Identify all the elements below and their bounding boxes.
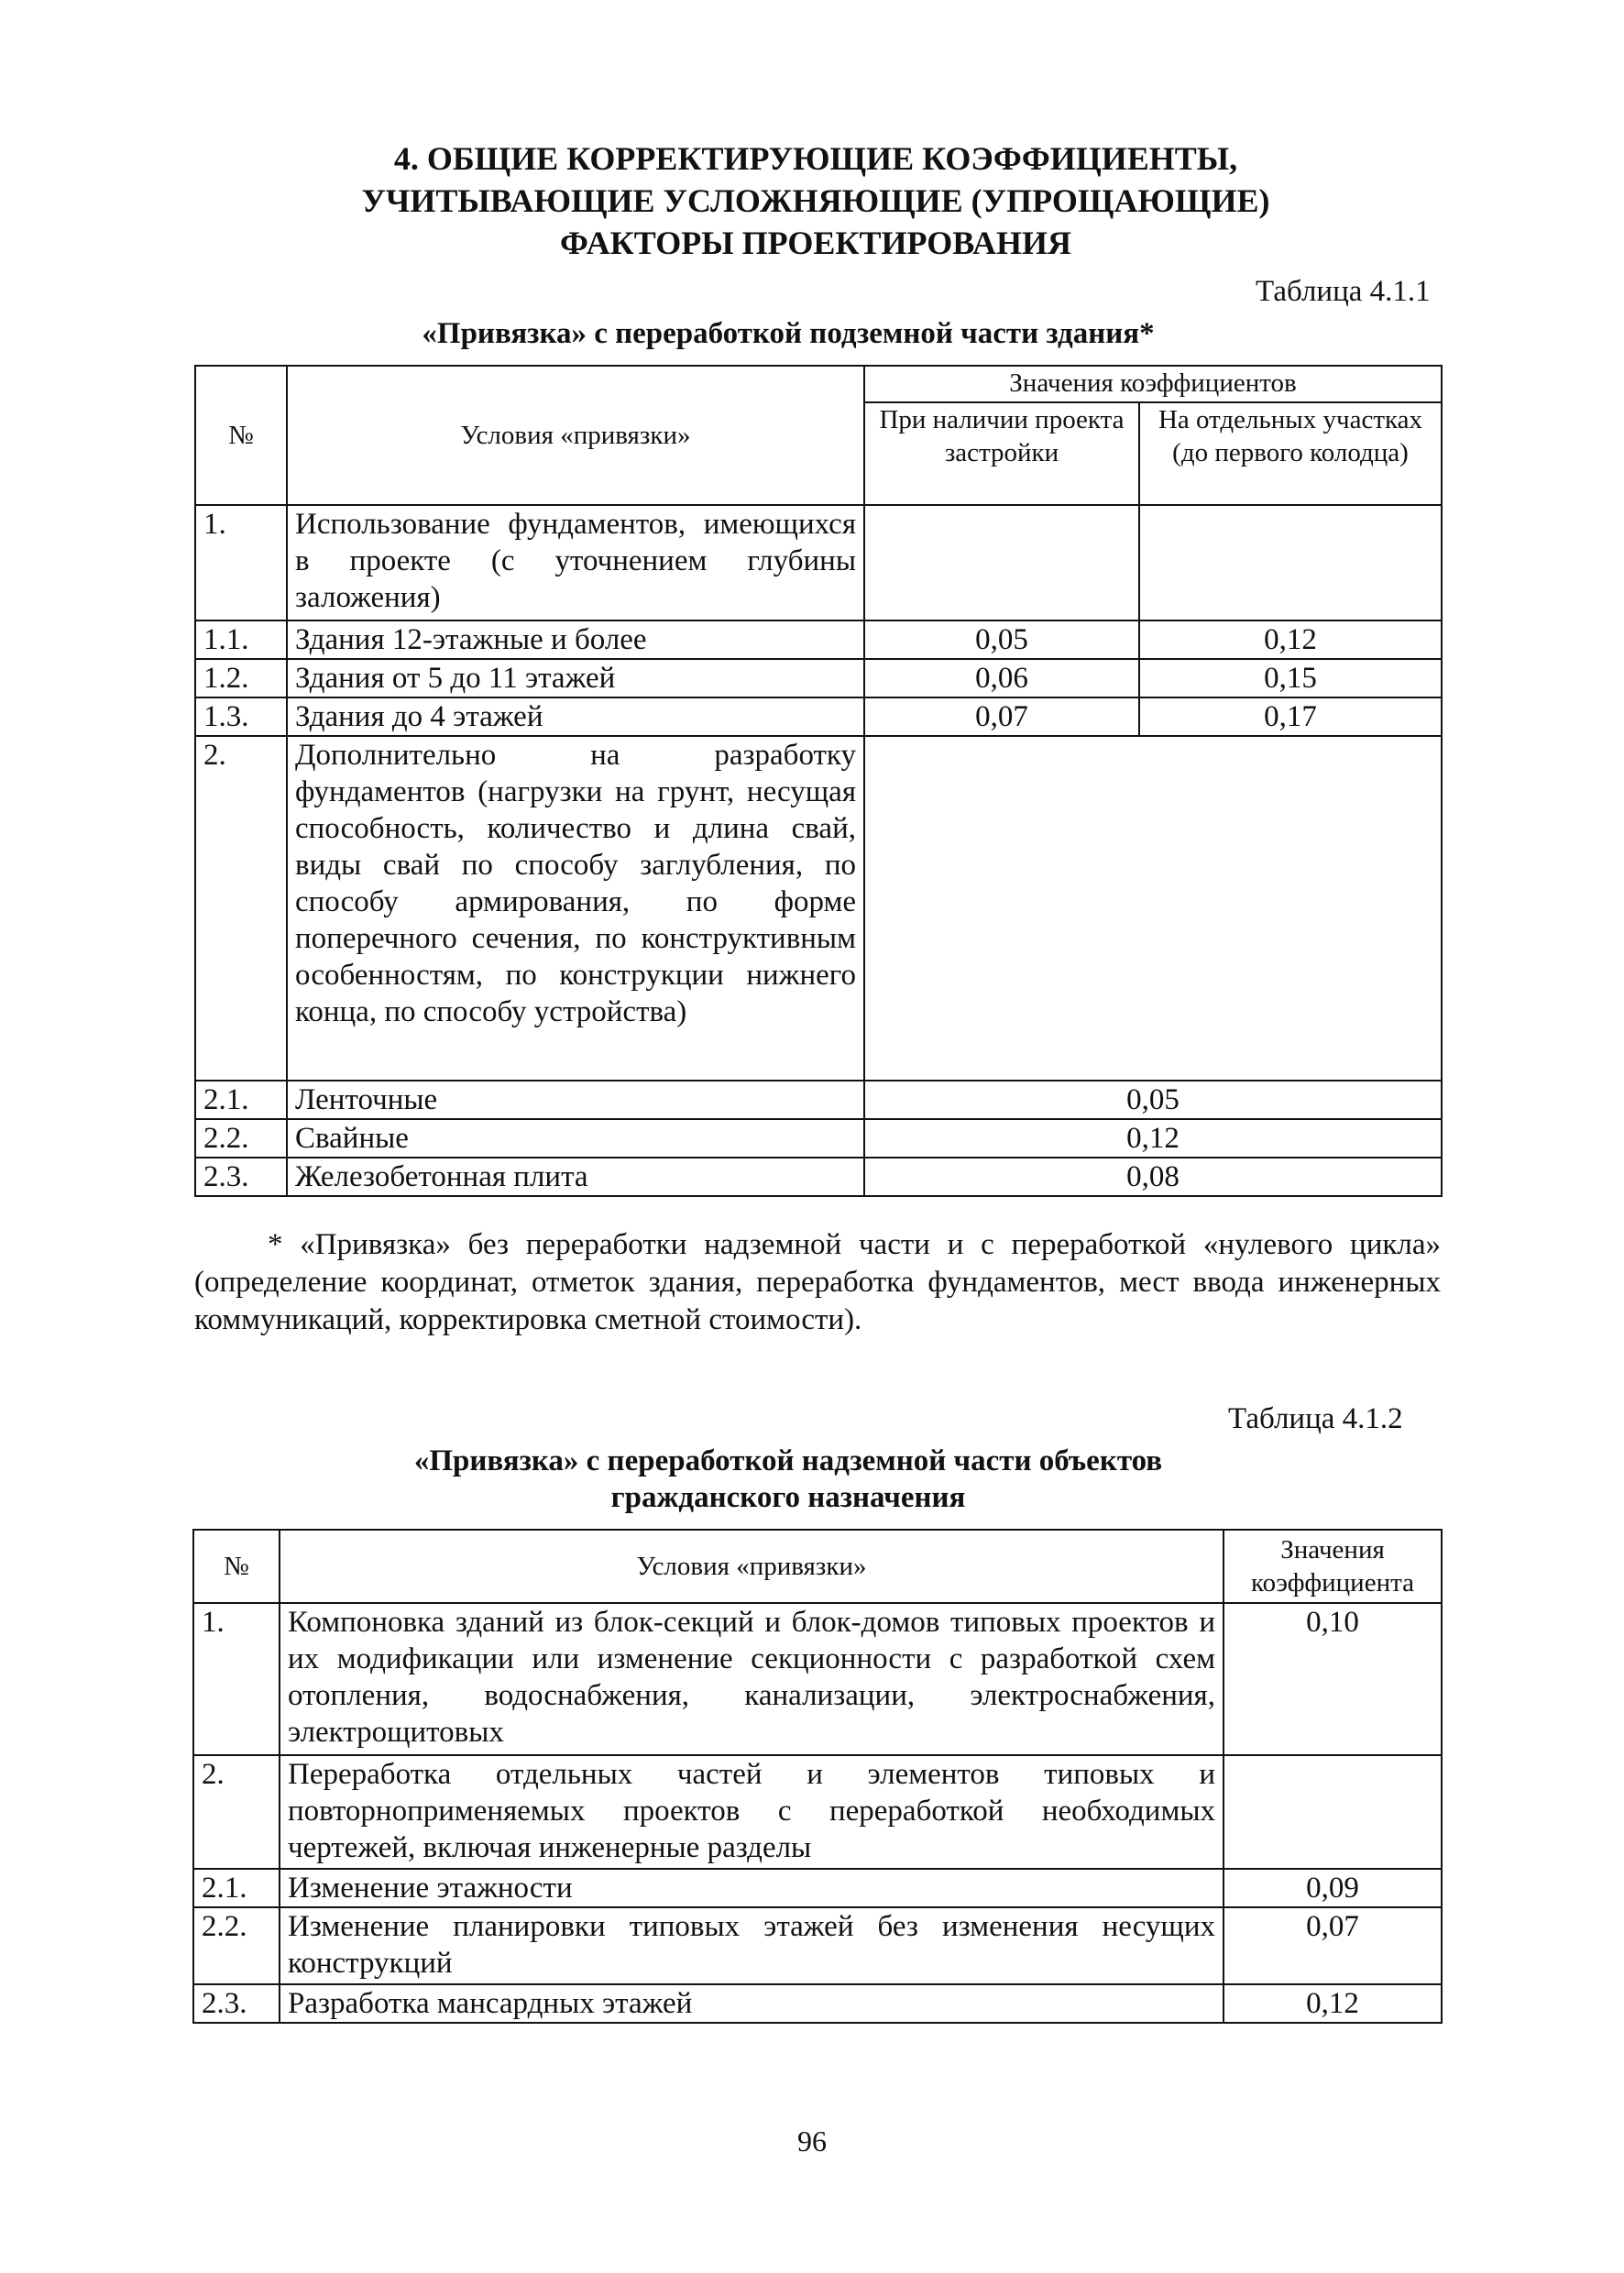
- row-conditions: Здания 12-этажные и более: [287, 620, 864, 659]
- row-number: 2.3.: [195, 1158, 287, 1196]
- row-conditions: Использование фундаментов, имеющихся в проекте (с уточнением глубины заложения): [287, 505, 864, 620]
- row-conditions: Здания от 5 до 11 этажей: [287, 659, 864, 697]
- row-number: 2.1.: [193, 1869, 280, 1907]
- table2-caption-line-2: гражданского назначения: [610, 1481, 966, 1514]
- row-conditions: Свайные: [287, 1119, 864, 1158]
- row-conditions: Разработка мансардных этажей: [280, 1984, 1223, 2023]
- table1-caption: «Привязка» с переработкой подземной части здания*: [422, 317, 1155, 350]
- table-row: [193, 1755, 1442, 1869]
- table2-header-value: Значения коэффициента: [1223, 1530, 1442, 1603]
- row-value-b: 0,15: [1139, 659, 1442, 697]
- row-value: 0,12: [1223, 1984, 1442, 2023]
- row-number: 1.2.: [195, 659, 287, 697]
- row-value-b: 0,17: [1139, 697, 1442, 736]
- row-conditions: Изменение этажности: [280, 1869, 1223, 1907]
- section-heading-line-3: ФАКТОРЫ ПРОЕКТИРОВАНИЯ: [559, 225, 1072, 261]
- table-row: [193, 1603, 1442, 1755]
- table-4-1-1: [194, 365, 1443, 1197]
- table1-header-conditions: Условия «привязки»: [287, 366, 864, 505]
- row-value-a: 0,05: [864, 620, 1139, 659]
- table1-header-with-project: При наличии проекта застройки: [864, 402, 1139, 505]
- row-value-a: 0,07: [864, 697, 1139, 736]
- row-number: 2.: [195, 736, 287, 1081]
- table-row: [193, 1907, 1442, 1984]
- row-conditions: Компоновка зданий из блок-секций и блок-домов типовых проектов и их модификации или изменение секционности с разработкой схем отопления, водоснабжения, канализации, электроснабжения, электрощитовых: [280, 1603, 1223, 1755]
- row-conditions: Дополнительно на разработку фундаментов (нагрузки на грунт, несущая способность, количество и длина свай, виды свай по способу заглубления, по способу армирования, по форме поперечного сечения, по конструктивным особенностям, по конструкции нижнего конца, по способу устройства): [287, 736, 864, 1081]
- table2-caption-line-1: «Привязка» с переработкой надземной части объектов: [413, 1444, 1163, 1477]
- table1-header-num: №: [195, 366, 287, 505]
- table-row: [195, 1119, 1442, 1158]
- table-row: [195, 697, 1442, 736]
- row-number: 2.1.: [195, 1081, 287, 1119]
- table-row: [193, 1984, 1442, 2023]
- table-row: [195, 659, 1442, 697]
- table1-header-separate-plots: На отдельных участках (до первого колодца): [1139, 402, 1442, 505]
- row-conditions: Изменение планировки типовых этажей без изменения несущих конструкций: [280, 1907, 1223, 1984]
- table2-header-conditions: Условия «привязки»: [280, 1530, 1223, 1603]
- row-value-b: 0,12: [1139, 620, 1442, 659]
- section-heading-line-2: УЧИТЫВАЮЩИЕ УСЛОЖНЯЮЩИЕ (УПРОЩАЮЩИЕ): [361, 182, 1270, 219]
- row-value-a: [864, 505, 1139, 620]
- row-value: 0,05: [864, 1081, 1442, 1119]
- table2-header-num: №: [193, 1530, 280, 1603]
- row-value: 0,09: [1223, 1869, 1442, 1907]
- table-row: [195, 736, 1442, 1081]
- row-number: 1.1.: [195, 620, 287, 659]
- row-value-a: 0,06: [864, 659, 1139, 697]
- table1-header-values-group: Значения коэффициентов: [864, 366, 1442, 402]
- table1-label: Таблица 4.1.1: [1256, 275, 1431, 308]
- table-row: [195, 1158, 1442, 1196]
- row-value: 0,10: [1223, 1603, 1442, 1755]
- row-number: 2.2.: [193, 1907, 280, 1984]
- table-row: [195, 620, 1442, 659]
- row-value: [864, 736, 1442, 1081]
- row-value: 0,08: [864, 1158, 1442, 1196]
- section-heading: [211, 137, 1421, 264]
- table2-caption: [275, 1443, 1301, 1516]
- row-number: 2.3.: [193, 1984, 280, 2023]
- row-number: 1.3.: [195, 697, 287, 736]
- row-conditions: Здания до 4 этажей: [287, 697, 864, 736]
- table-row: [195, 505, 1442, 620]
- row-value: 0,12: [864, 1119, 1442, 1158]
- page-number: 96: [797, 2125, 827, 2158]
- row-value: [1223, 1755, 1442, 1869]
- table-row: [193, 1869, 1442, 1907]
- row-conditions: Железобетонная плита: [287, 1158, 864, 1196]
- row-number: 2.2.: [195, 1119, 287, 1158]
- table1-footnote: * «Привязка» без переработки надземной части и с переработкой «нулевого цикла» (определение координат, отметок здания, переработка фундаментов, мест ввода инженерных коммуникаций, корректировка сметной стоимости).: [194, 1228, 1441, 1336]
- row-value: 0,07: [1223, 1907, 1442, 1984]
- section-heading-line-1: 4. ОБЩИЕ КОРРЕКТИРУЮЩИЕ КОЭФФИЦИЕНТЫ,: [393, 140, 1238, 177]
- row-number: 1.: [195, 505, 287, 620]
- table2-label: Таблица 4.1.2: [1228, 1402, 1403, 1435]
- row-number: 1.: [193, 1603, 280, 1755]
- table-row: [195, 1081, 1442, 1119]
- row-conditions: Ленточные: [287, 1081, 864, 1119]
- table-4-1-2: [192, 1529, 1443, 2024]
- row-conditions: Переработка отдельных частей и элементов типовых и повторноприменяемых проектов с переработкой необходимых чертежей, включая инженерные разделы: [280, 1755, 1223, 1869]
- row-number: 2.: [193, 1755, 280, 1869]
- row-value-b: [1139, 505, 1442, 620]
